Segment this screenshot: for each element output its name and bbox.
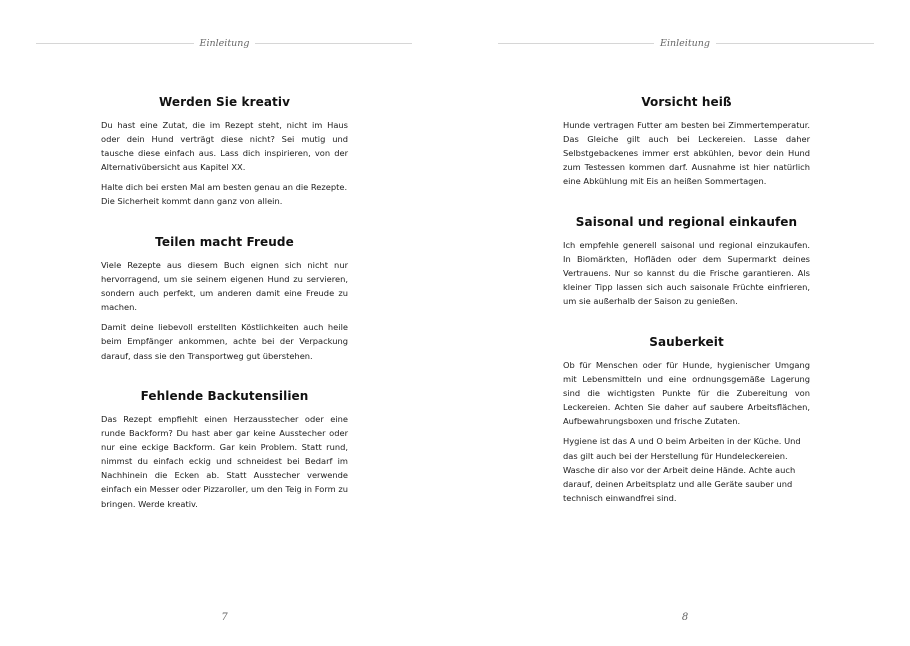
page-number: 8 <box>681 612 689 623</box>
section-heading: Vorsicht heiß <box>641 95 732 109</box>
paragraph: Das Rezept empfiehlt einen Herzausstecher oder eine runde Backform? Du hast aber gar keine Ausstecher oder nur eine eckige Backform. Gar kein Problem. Statt rund, nimmst du einfach eckig und schneidest bei Bedarf im Nachhinein die Ecken ab. Statt Ausstecher verwende einfach ein Messer oder Pizzaroller, um den Teig in Form zu bringen. Werde kreativ. <box>101 414 348 509</box>
right-page <box>455 0 910 646</box>
paragraph: Du hast eine Zutat, die im Rezept steht, nicht im Haus oder dein Hund verträgt diese nicht? Sei mutig und tausche diese einfach aus. Lass dich inspirieren, von der Alternativübersicht aus Kapitel XX. <box>101 120 348 173</box>
running-head <box>0 38 449 49</box>
section-heading: Teilen macht Freude <box>155 235 294 249</box>
page-number: 7 <box>221 612 228 623</box>
running-head-text: Einleitung <box>194 38 256 49</box>
paragraph: Hunde vertragen Futter am besten bei Zimmertemperatur. Das Gleiche gilt auch bei Leckereien. Lasse daher Selbstgebackenes immer erst abkühlen, bevor dein Hund zum Testessen kommen darf. Ausnahme ist hier natürlich eine Abkühlung mit Eis an heißen Sommertagen. <box>563 120 810 187</box>
section-heading: Fehlende Backutensilien <box>140 389 309 403</box>
paragraph: Hygiene ist das A und O beim Arbeiten in der Küche. Und das gilt auch bei der Herstellung für Hundeleckereien. Wasche dir also vor der Arbeit deine Hände. Achte auch darauf, deinen Arbeitsplatz und alle Geräte sauber und technisch einwandfrei sind. <box>563 436 801 503</box>
paragraph: Ob für Menschen oder für Hunde, hygienischer Umgang mit Lebensmitteln und eine ordnungsgemäße Lagerung sind die wichtigsten Punkte für die Zubereitung von Leckereien. Achten Sie daher auf saubere Arbeitsflächen, Aufbewahrungsboxen und frische Zutaten. <box>563 360 810 427</box>
paragraph: Halte dich bei ersten Mal am besten genau an die Rezepte. Die Sicherheit kommt dann ganz von allein. <box>101 182 348 207</box>
running-head-text: Einleitung <box>654 38 716 49</box>
section-heading: Saisonal und regional einkaufen <box>575 215 798 229</box>
section-teilen-macht-freude <box>101 235 348 369</box>
section-heading: Werden Sie kreativ <box>159 95 290 109</box>
section-heading: Sauberkeit <box>649 335 724 349</box>
section-vorsicht-heiss <box>563 95 810 194</box>
paragraph: Damit deine liebevoll erstellten Köstlichkeiten auch heile beim Empfänger ankommen, achte bei der Verpackung darauf, dass sie den Transportweg gut überstehen. <box>101 322 348 361</box>
paragraph: Viele Rezepte aus diesem Buch eignen sich nicht nur hervorragend, um sie seinem eigenen Hund zu servieren, sondern auch perfekt, um anderen damit eine Freude zu machen. <box>101 260 348 313</box>
section-saisonal-und-regional <box>563 215 810 314</box>
section-werden-sie-kreativ <box>101 95 348 215</box>
paragraph: Ich empfehle generell saisonal und regional einzukaufen. In Biomärkten, Hofläden oder dem Supermarkt deines Vertrauens. Nur so kannst du die Frische garantieren. Als kleiner Tipp lassen sich auch saisonale Früchte einfrieren, um sie außerhalb der Saison zu genießen. <box>563 240 810 307</box>
section-sauberkeit <box>563 335 810 511</box>
section-fehlende-backutensilien <box>101 389 348 517</box>
running-head <box>455 38 910 49</box>
